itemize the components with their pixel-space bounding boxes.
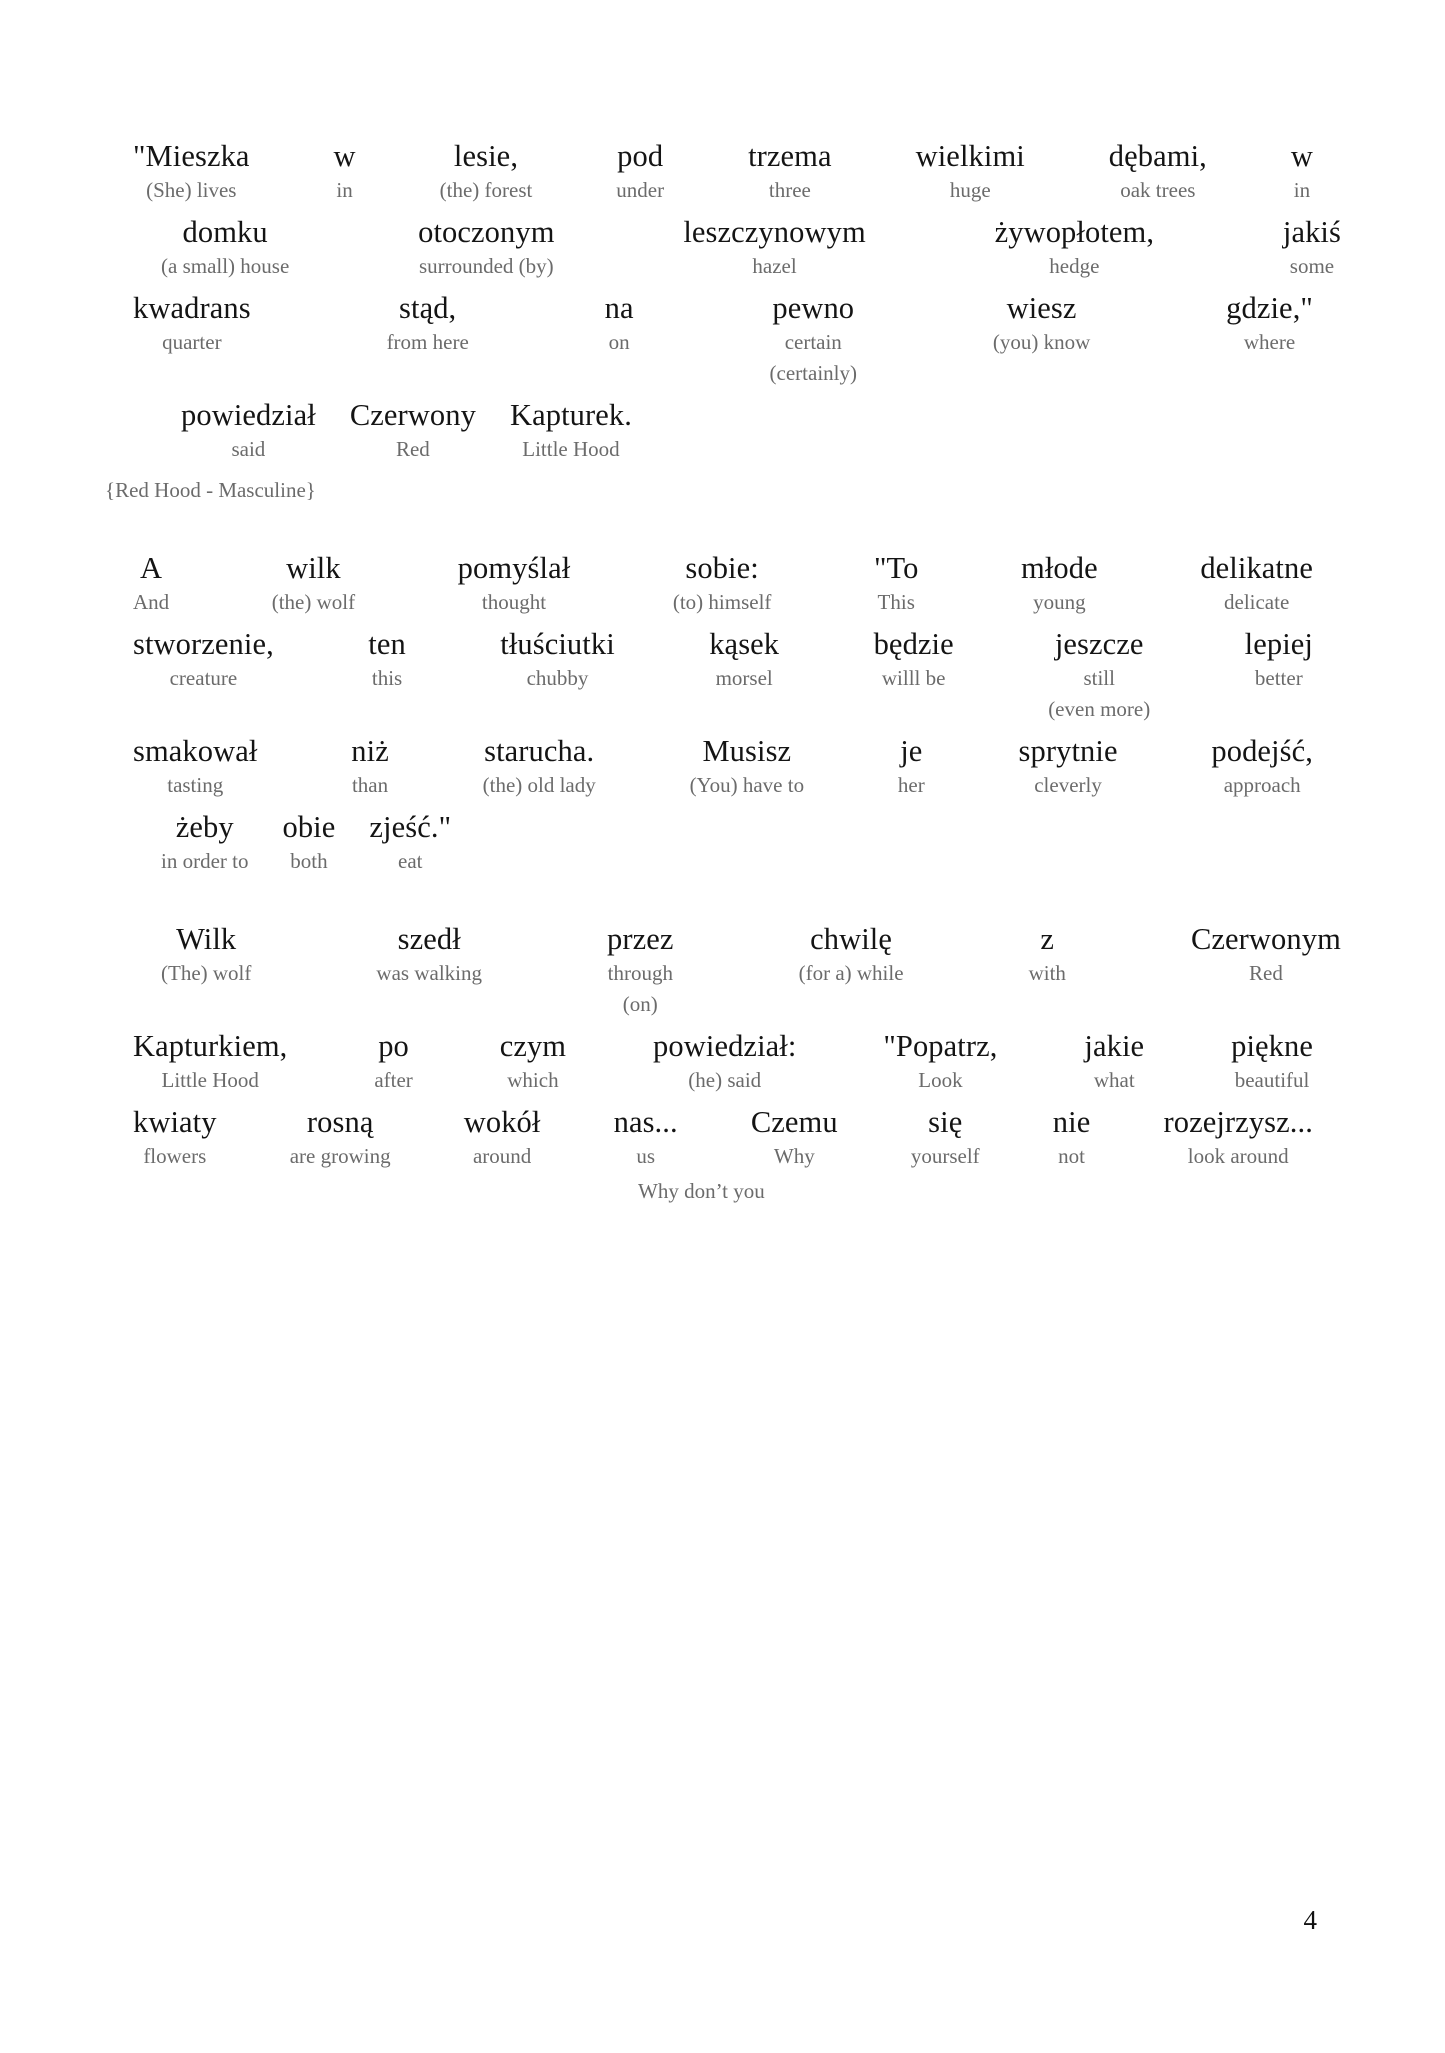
interlinear-line <box>133 921 1341 1018</box>
gloss-word: from here <box>386 330 469 354</box>
gloss-word: this <box>371 666 403 690</box>
gloss-word: where <box>1243 330 1296 354</box>
word-gloss-pair <box>464 1104 541 1170</box>
word-gloss-pair <box>282 809 335 875</box>
word-gloss-pair <box>1163 1104 1312 1170</box>
source-word: po <box>378 1029 409 1063</box>
paragraph <box>105 138 1341 504</box>
source-word: piękne <box>1231 1029 1313 1063</box>
word-gloss-pair <box>1211 733 1313 799</box>
source-word: domku <box>182 215 268 249</box>
source-word: nas... <box>613 1105 678 1139</box>
word-gloss-pair <box>161 809 248 875</box>
gloss-word: creature <box>169 666 238 690</box>
word-gloss-pair <box>1191 921 1341 987</box>
word-gloss-pair <box>458 550 571 616</box>
gloss-word: us <box>636 1144 655 1168</box>
gloss-word: hazel <box>752 254 797 278</box>
word-gloss-pair <box>995 214 1155 280</box>
gloss-word: three <box>768 178 811 202</box>
interlinear-line <box>133 138 1313 204</box>
interlinear-line <box>133 290 1313 387</box>
gloss-word: morsel <box>715 666 773 690</box>
gloss-word: (he) said <box>688 1068 762 1092</box>
word-gloss-pair <box>440 138 533 204</box>
source-word: sobie: <box>685 551 759 585</box>
word-gloss-pair <box>1109 138 1207 204</box>
gloss-word: (a small) house <box>161 254 290 278</box>
word-gloss-pair <box>1226 290 1313 356</box>
source-word: kwadrans <box>133 291 251 325</box>
source-word: szedł <box>397 922 461 956</box>
word-gloss-pair <box>1200 550 1313 616</box>
source-word: je <box>900 734 923 768</box>
source-word: dębami, <box>1108 139 1207 173</box>
gloss-word: (The) wolf <box>161 961 252 985</box>
grammar-note: {Red Hood - Masculine} <box>105 478 316 502</box>
word-gloss-pair <box>368 626 406 692</box>
gloss-word: yourself <box>910 1144 980 1168</box>
word-gloss-pair <box>916 138 1025 204</box>
gloss-word: (the) wolf <box>271 590 356 614</box>
word-gloss-pair <box>133 138 250 204</box>
source-word: lepiej <box>1244 627 1313 661</box>
source-word: pomyślał <box>457 551 571 585</box>
word-gloss-pair <box>1021 550 1098 616</box>
word-gloss-pair <box>748 138 832 204</box>
source-word: A <box>140 551 163 585</box>
word-gloss-pair <box>290 1104 391 1170</box>
gloss-word: Little Hood <box>522 437 620 461</box>
spanning-gloss: Why don’t you <box>638 1179 765 1203</box>
gloss-word: her <box>897 773 925 797</box>
gloss-word: oak trees <box>1120 178 1196 202</box>
gloss-word: still <box>1083 666 1115 690</box>
word-gloss-pair <box>133 290 251 356</box>
gloss-alternate: (certainly) <box>769 361 857 385</box>
word-gloss-pair <box>1029 921 1066 987</box>
source-word: Wilk <box>176 922 237 956</box>
source-word: "Popatrz, <box>883 1029 998 1063</box>
word-gloss-pair <box>351 733 389 799</box>
gloss-word: are growing <box>289 1144 391 1168</box>
gloss-word: Red <box>1249 961 1283 985</box>
gloss-word: with <box>1028 961 1066 985</box>
gloss-word: huge <box>949 178 991 202</box>
gloss-word: thought <box>481 590 547 614</box>
gloss-word: (for a) while <box>798 961 904 985</box>
interlinear-line <box>133 1028 1313 1094</box>
gloss-word: in <box>1293 178 1311 202</box>
gloss-word: (She) lives <box>146 178 237 202</box>
paragraph <box>133 921 1341 1205</box>
gloss-word: which <box>507 1068 559 1092</box>
word-gloss-pair <box>161 214 289 280</box>
source-word: Musisz <box>702 734 792 768</box>
word-gloss-pair <box>376 921 482 987</box>
source-word: w <box>333 139 356 173</box>
word-gloss-pair <box>1084 1028 1144 1094</box>
source-word: gdzie," <box>1226 291 1313 325</box>
source-word: jakie <box>1084 1029 1145 1063</box>
source-word: sprytnie <box>1018 734 1118 768</box>
gloss-word: after <box>374 1068 413 1092</box>
word-gloss-pair <box>1019 733 1118 799</box>
source-word: trzema <box>748 139 832 173</box>
source-word: będzie <box>873 627 954 661</box>
word-gloss-pair <box>483 733 596 799</box>
word-gloss-pair <box>374 1028 412 1094</box>
word-gloss-pair <box>911 1104 980 1170</box>
source-word: żeby <box>175 810 234 844</box>
source-word: rozejrzysz... <box>1163 1105 1313 1139</box>
gloss-word: certain <box>784 330 842 354</box>
word-gloss-pair <box>1231 1028 1313 1094</box>
word-gloss-pair <box>1048 626 1150 723</box>
spanning-gloss-row <box>133 1178 1313 1205</box>
source-word: obie <box>282 810 336 844</box>
gloss-word: look around <box>1187 1144 1289 1168</box>
source-word: przez <box>607 922 674 956</box>
source-word: "To <box>873 551 919 585</box>
gloss-alternate: (even more) <box>1048 697 1151 721</box>
word-gloss-pair <box>133 626 274 692</box>
source-word: młode <box>1021 551 1098 585</box>
gloss-word: willl be <box>881 666 946 690</box>
word-gloss-pair <box>874 550 919 616</box>
source-word: pod <box>617 139 664 173</box>
gloss-word: cleverly <box>1034 773 1102 797</box>
gloss-word: flowers <box>143 1144 207 1168</box>
word-gloss-pair <box>993 290 1090 356</box>
gloss-word: both <box>290 849 328 873</box>
source-word: na <box>604 291 634 325</box>
word-gloss-pair <box>673 550 772 616</box>
gloss-word: And <box>133 590 170 614</box>
source-word: pewno <box>772 291 855 325</box>
word-gloss-pair <box>387 290 469 356</box>
gloss-word: This <box>877 590 915 614</box>
paragraph <box>133 550 1313 875</box>
interlinear-line <box>133 397 1361 463</box>
word-gloss-pair <box>500 1028 566 1094</box>
source-word: stąd, <box>399 291 457 325</box>
source-word: smakował <box>133 734 258 768</box>
gloss-word: not <box>1058 1144 1085 1168</box>
word-gloss-pair <box>607 921 674 1018</box>
word-gloss-pair <box>883 1028 997 1094</box>
source-word: wielkimi <box>915 139 1025 173</box>
word-gloss-pair <box>1291 138 1313 204</box>
gloss-word: tasting <box>167 773 224 797</box>
word-gloss-pair <box>500 626 615 692</box>
gloss-word: quarter <box>162 330 222 354</box>
interlinear-line <box>133 733 1313 799</box>
interlinear-text-body <box>105 138 1341 1205</box>
source-word: nie <box>1052 1105 1091 1139</box>
source-word: Kapturkiem, <box>133 1029 288 1063</box>
word-gloss-pair <box>133 550 169 616</box>
gloss-word: under <box>616 178 665 202</box>
gloss-word: around <box>472 1144 532 1168</box>
source-word: jakiś <box>1282 215 1341 249</box>
word-gloss-pair <box>683 214 865 280</box>
word-gloss-pair <box>510 397 632 463</box>
source-word: wilk <box>286 551 341 585</box>
gloss-word: Little Hood <box>161 1068 259 1092</box>
gloss-word: beautiful <box>1234 1068 1310 1092</box>
gloss-word: hedge <box>1049 254 1100 278</box>
source-word: niż <box>351 734 389 768</box>
word-gloss-pair <box>751 1104 838 1170</box>
gloss-word: what <box>1093 1068 1135 1092</box>
source-word: Kapturek. <box>509 398 632 432</box>
interlinear-line <box>133 1104 1313 1170</box>
gloss-word: (you) know <box>992 330 1091 354</box>
source-word: powiedział: <box>653 1029 797 1063</box>
word-gloss-pair <box>709 626 779 692</box>
gloss-word: than <box>351 773 389 797</box>
source-word: starucha. <box>484 734 595 768</box>
source-word: wiesz <box>1006 291 1077 325</box>
gloss-word: approach <box>1223 773 1301 797</box>
source-word: otoczonym <box>418 215 555 249</box>
source-word: podejść, <box>1211 734 1313 768</box>
gloss-word: young <box>1033 590 1086 614</box>
source-word: zjeść." <box>369 810 452 844</box>
word-gloss-pair <box>133 1028 287 1094</box>
word-gloss-pair <box>1053 1104 1091 1170</box>
gloss-word: was walking <box>376 961 482 985</box>
source-word: ten <box>368 627 406 661</box>
gloss-alternate: (on) <box>622 992 658 1016</box>
gloss-word: Red <box>395 437 430 461</box>
word-gloss-pair <box>614 1104 678 1170</box>
source-word: żywopłotem, <box>994 215 1155 249</box>
source-word: lesie, <box>453 139 519 173</box>
gloss-word: Look <box>918 1068 963 1092</box>
page-number: 4 <box>1303 1905 1317 1935</box>
interlinear-line <box>133 214 1341 280</box>
word-gloss-pair <box>1283 214 1341 280</box>
source-word: w <box>1290 139 1313 173</box>
word-gloss-pair <box>605 290 634 356</box>
word-gloss-pair <box>770 290 857 387</box>
source-word: stworzenie, <box>133 627 274 661</box>
word-gloss-pair <box>690 733 805 799</box>
interlinear-line <box>133 626 1313 723</box>
word-gloss-pair <box>133 1104 217 1170</box>
word-gloss-pair <box>418 214 554 280</box>
line-note-row <box>105 473 1313 504</box>
source-word: powiedział <box>181 398 316 432</box>
word-gloss-pair <box>350 397 476 463</box>
source-word: Czerwony <box>349 398 476 432</box>
gloss-word: better <box>1254 666 1303 690</box>
gloss-word: eat <box>398 849 423 873</box>
word-gloss-pair <box>874 626 954 692</box>
word-gloss-pair <box>1245 626 1313 692</box>
gloss-word: (to) himself <box>672 590 772 614</box>
source-word: jeszcze <box>1054 627 1144 661</box>
gloss-word: (the) old lady <box>482 773 596 797</box>
word-gloss-pair <box>369 809 451 875</box>
source-word: wokół <box>463 1105 541 1139</box>
source-word: Czerwonym <box>1190 922 1341 956</box>
gloss-word: chubby <box>526 666 589 690</box>
word-gloss-pair <box>181 397 316 463</box>
interlinear-line <box>133 809 1341 875</box>
gloss-word: delicate <box>1224 590 1290 614</box>
source-word: "Mieszka <box>133 139 250 173</box>
gloss-word: (the) forest <box>439 178 533 202</box>
source-word: kąsek <box>709 627 780 661</box>
source-word: Czemu <box>750 1105 838 1139</box>
source-word: się <box>928 1105 963 1139</box>
source-word: tłuściutki <box>500 627 615 661</box>
word-gloss-pair <box>616 138 664 204</box>
word-gloss-pair <box>272 550 355 616</box>
gloss-word: surrounded (by) <box>418 254 554 278</box>
source-word: leszczynowym <box>683 215 866 249</box>
source-word: z <box>1040 922 1055 956</box>
source-word: kwiaty <box>133 1105 217 1139</box>
word-gloss-pair <box>161 921 251 987</box>
interlinear-line <box>133 550 1313 616</box>
source-word: chwilę <box>810 922 893 956</box>
word-gloss-pair <box>653 1028 796 1094</box>
gloss-word: in order to <box>161 849 249 873</box>
gloss-word: said <box>231 437 266 461</box>
gloss-word: on <box>608 330 630 354</box>
source-word: czym <box>499 1029 567 1063</box>
gloss-word: in <box>336 178 353 202</box>
source-word: delikatne <box>1200 551 1313 585</box>
source-word: rosną <box>306 1105 374 1139</box>
word-gloss-pair <box>898 733 925 799</box>
gloss-word: (You) have to <box>689 773 805 797</box>
word-gloss-pair <box>133 733 257 799</box>
word-gloss-pair <box>334 138 356 204</box>
gloss-word: through <box>607 961 673 985</box>
gloss-word: Why <box>773 1144 815 1168</box>
gloss-word: some <box>1289 254 1335 278</box>
word-gloss-pair <box>799 921 904 987</box>
